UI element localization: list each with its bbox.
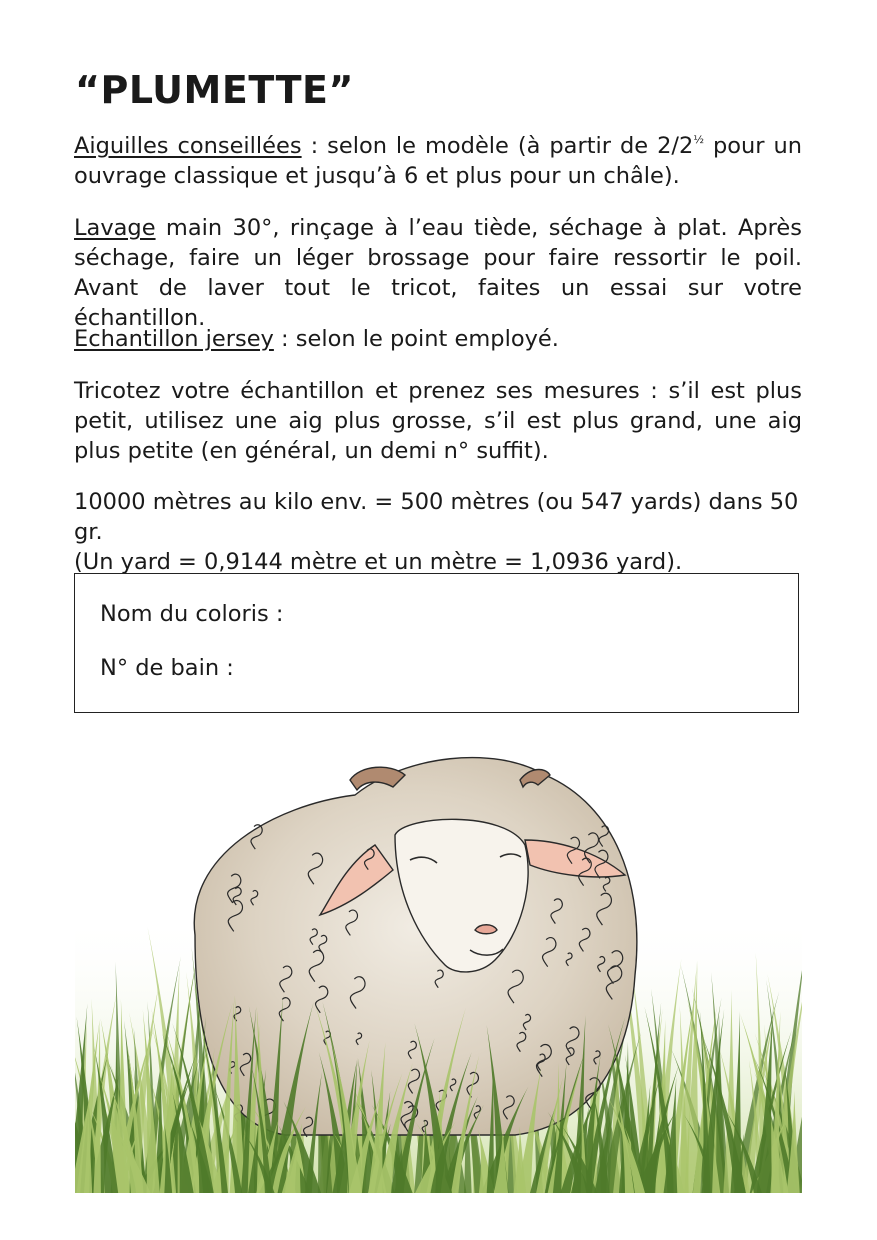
washing-text: main 30°, rinçage à l’eau tiède, séchage à plat. Après séchage, faire un léger brossage pour faire ressortir le poil. Avant de laver tout le tricot, faites un essai sur votre échantillon. [74,215,802,331]
washing-paragraph [74,213,802,333]
swatch-text: : selon le point employé. [273,326,559,352]
color-info-box [74,573,799,713]
advice-paragraph: Tricotez votre échantillon et prenez ses mesures : s’il est plus petit, utilisez une aig plus grosse, s’il est plus grand, une aig plus petite (en général, un demi n° suffit). [74,378,802,464]
color-name-label: Nom du coloris : [100,601,284,627]
needles-label: Aiguilles conseillées [74,133,302,159]
yardage-paragraph [74,487,802,577]
sheep-in-grass-illustration [75,735,802,1193]
swatch-paragraph [74,324,802,354]
swatch-label: Echantillon jersey [74,326,274,352]
needles-fraction: ½ [693,133,704,146]
dye-lot-label: N° de bain : [100,655,234,681]
yardage-line-2: (Un yard = 0,9144 mètre et un mètre = 1,0936 yard). [74,549,683,575]
needles-text-a: : selon le modèle (à partir de 2/2 [301,133,694,159]
yardage-line-1: 10000 mètres au kilo env. = 500 mètres (ou 547 yards) dans 50 gr. [74,489,799,545]
page-title: “PLUMETTE” [75,68,354,112]
sheep-nose [475,925,497,934]
washing-label: Lavage [74,215,156,241]
needles-paragraph [74,131,802,191]
needles-text-b: pour un ouvrage classique et jusqu’à 6 et plus pour un châle). [74,133,803,189]
